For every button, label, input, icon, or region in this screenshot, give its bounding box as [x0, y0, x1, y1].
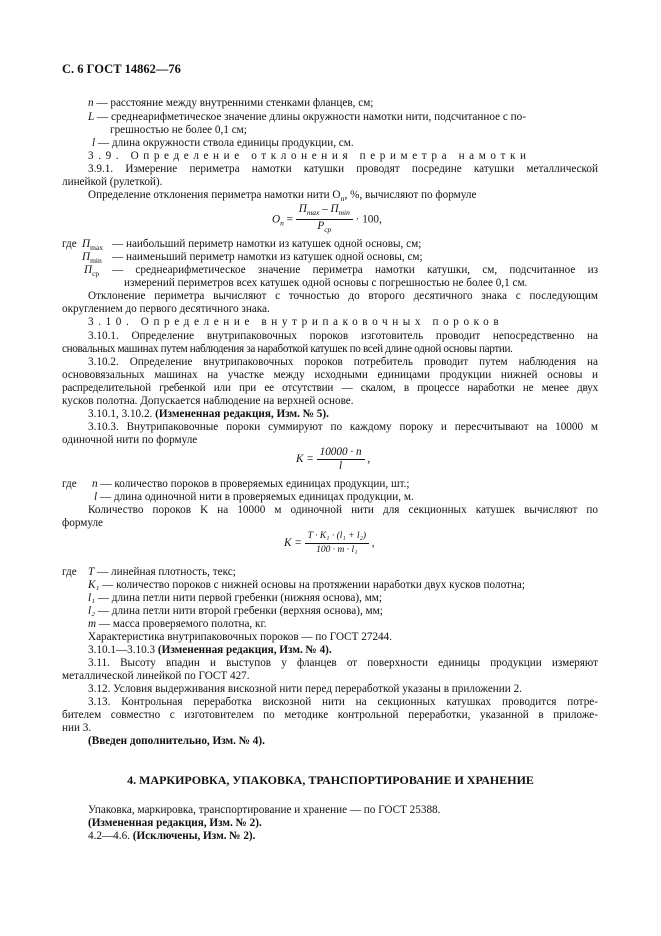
edit-ref: 3.10.1, 3.10.2. — [88, 408, 153, 420]
fraction — [296, 203, 353, 236]
formula-rest: , — [367, 453, 371, 466]
def-text: — наименьший периметр намотки из катушек одной основы, см; — [112, 251, 423, 263]
def-symbol: L — [88, 111, 95, 123]
edit-text: (Измененная редакция, Изм. № 4). — [157, 644, 332, 656]
para-3-10-3-b: одиночной нити по формуле — [62, 434, 198, 446]
section-3-9-title: 3.9. Определение отклонения периметра намотки — [88, 150, 531, 162]
para-3-13-a: 3.13. Контрольная переработка вискозной нити на секционных катушках проводится потре- — [88, 696, 598, 708]
def-l — [92, 136, 354, 150]
def-text: — линейная плотность, текс; — [97, 566, 236, 578]
where-label-1: где — [62, 238, 77, 250]
edit-note-4 — [88, 643, 332, 657]
def-text: — длина петли нити второй гребенки (верхняя основа), мм; — [97, 605, 383, 617]
def-l2 — [94, 490, 414, 504]
formula-lhs: K = — [296, 453, 314, 466]
def-text: — среднеарифметическое значение длины окружности намотки нити, подсчитанное с по- — [97, 111, 526, 123]
para-3-9-1-b: линейкой (рулеткой). — [62, 176, 163, 188]
text: , %, вычисляют по формуле — [344, 189, 477, 201]
para-3-10-1-a: 3.10.1. Определение внутрипаковочных пороков изготовитель проводит непосредственно на — [88, 330, 598, 342]
subscript: min — [90, 256, 102, 266]
para-3-9-1-a: 3.9.1. Измерение периметра намотки катушки проводят посредине катушки металлической — [88, 163, 598, 175]
page-header: С. 6 ГОСТ 14862—76 — [62, 62, 181, 76]
deviation-a: Отклонение периметра вычисляют с точностью до второго десятичного знака с последующим — [88, 290, 598, 302]
def-symbol: K₁ — [88, 579, 100, 591]
def-text: — количество пороков в проверяемых единицах продукции, шт.; — [100, 478, 410, 490]
def-text: — длина одиночной нити в проверяемых единицах продукции, м. — [99, 491, 414, 503]
num-part: – П — [319, 203, 339, 215]
def-text: — расстояние между внутренними стенками фланцев, см; — [96, 97, 374, 109]
def-text: — длина окружности ствола единицы продукции, см. — [97, 137, 354, 149]
def-L — [88, 110, 526, 124]
denominator: 100 · m · l₁ — [316, 545, 358, 555]
para-3-13-c: нии 3. — [62, 722, 92, 734]
def-n — [88, 96, 373, 110]
edit-text: (Исключены, Изм. № 2). — [132, 830, 256, 842]
subscript: п — [280, 218, 284, 228]
def-l1 — [88, 591, 382, 605]
fraction — [305, 530, 369, 557]
sectional-b: формуле — [62, 517, 103, 529]
edit-text: (Измененная редакция, Изм. № 5). — [155, 408, 329, 420]
def-text: — наибольший периметр намотки из катушек одной основы, см; — [112, 238, 422, 250]
def-text: — среднеарифметическое значение периметра намотки катушки, см, подсчитанное из — [112, 264, 598, 276]
numerator: 10000 · n — [317, 446, 365, 460]
subscript: max — [306, 208, 320, 218]
edit-note-5 — [88, 407, 329, 421]
text: Определение отклонения периметра намотки нити О — [88, 189, 341, 201]
deviation-b: округлением до первого десятичного знака. — [62, 303, 270, 315]
para-3-10-2-b: основовязальных машинах на участке между исходными единицами продукции нижней основы и — [62, 369, 598, 381]
def-symbol: l₂ — [88, 605, 95, 617]
subscript: ср — [324, 225, 332, 235]
def-text-cont: измерений периметров всех катушек одной основы с погрешностью не более 0,1 см. — [124, 277, 528, 289]
def-symbol: l₁ — [88, 592, 95, 604]
subscript: п — [340, 194, 345, 204]
def-text: — масса проверяемого полотна, кг. — [98, 618, 267, 630]
section-3-10-title: 3.10. Определение внутрипаковочных пороков — [88, 316, 504, 328]
def-symbol: T — [88, 566, 95, 578]
formula-lhs: K = — [284, 537, 302, 550]
formula-rest: · 100, — [355, 213, 382, 226]
def-symbol: П — [84, 264, 93, 276]
fraction — [317, 446, 365, 473]
packing-text: Упаковка, маркировка, транспортирование и хранение — по ГОСТ 25388. — [88, 804, 441, 816]
subscript: ср — [92, 269, 100, 279]
para-3-10-3-a: 3.10.3. Внутрипаковочные пороки суммируют по каждому пороку и пересчитывают на 10000 м — [88, 421, 598, 433]
para-3-10-1-b: сновальных машинах путем наблюдения за наработкой катушек по всей длине одной основы партии. — [62, 343, 513, 355]
where-label-3: где — [62, 566, 77, 578]
def-symbol: n — [88, 97, 94, 109]
para-3-10-2-a: 3.10.2. Определение внутрипаковочных пороков потребитель проводит путем наблюдения на — [88, 356, 598, 368]
def-m — [88, 617, 267, 631]
introduced-note: (Введен дополнительно, Изм. № 4). — [88, 735, 265, 747]
edit-note-2: (Измененная редакция, Изм. № 2). — [88, 817, 262, 829]
edit-ref: 4.2—4.6. — [88, 830, 130, 842]
subscript: min — [338, 208, 350, 218]
numerator: T · K₁ · (l₁ + l₂) — [305, 530, 369, 544]
den-part: P — [317, 220, 325, 233]
para-3-13-b: бителем совместно с изготовителем по методике контрольной переработки, указанной в приложе- — [62, 709, 598, 721]
def-L-cont: грешностью не более 0,1 см; — [110, 124, 247, 136]
def-text: — количество пороков с нижней основы на протяжении наработки двух кусков полотна; — [102, 579, 525, 591]
para-3-11-a: 3.11. Высоту впадин и выступов у фланцев от поверхности единицы продукции измеряют — [88, 657, 598, 669]
subscript: max — [90, 243, 104, 253]
characteristic: Характеристика внутрипаковочных пороков — по ГОСТ 27244. — [88, 631, 393, 643]
excluded-note — [88, 829, 255, 843]
para-3-10-2-c: распределительной гребенкой или при ее отсутствии — скалом, в процессе наработки не менее двух — [62, 382, 598, 394]
formula-defects — [296, 446, 370, 473]
def-symbol: n — [92, 478, 98, 490]
para-3-11-b: металлической линейкой по ГОСТ 427. — [62, 670, 250, 682]
def-n2 — [92, 477, 410, 491]
def-symbol: П — [82, 238, 91, 250]
para-3-10-2-d: кусков полотна. Допускается наблюдение на верхней основе. — [62, 395, 354, 407]
num-part: П — [298, 203, 307, 215]
formula-sectional — [284, 530, 375, 557]
denominator: l — [339, 460, 343, 472]
formula-deviation: $О_п$ = $\frac{П_{max} - П_{min}}{P_{ср}}$ · 100, — [272, 203, 382, 235]
edit-ref: 3.10.1—3.10.3 — [88, 644, 156, 656]
sectional-a: Количество пороков K на 10000 м одиночной нити для секционных катушек вычисляют по — [88, 504, 598, 516]
def-l2b — [88, 604, 383, 618]
formula-rest: , — [371, 537, 375, 550]
formula-lhs: О — [272, 213, 281, 226]
def-pavg — [84, 263, 99, 281]
def-symbol: m — [88, 618, 97, 630]
def-T — [88, 565, 236, 579]
def-text: — длина петли нити первой гребенки (нижняя основа), мм; — [97, 592, 382, 604]
def-symbol: П — [82, 251, 91, 263]
def-symbol: l — [94, 491, 98, 503]
section-4-heading: 4. МАРКИРОВКА, УПАКОВКА, ТРАНСПОРТИРОВАНИЕ И ХРАНЕНИЕ — [127, 773, 534, 787]
para-3-12: 3.12. Условия выдерживания вискозной нити перед переработкой указаны в приложении 2. — [88, 683, 522, 695]
def-K1 — [88, 578, 525, 592]
def-symbol: l — [92, 137, 96, 149]
where-label-2: где — [62, 478, 77, 490]
